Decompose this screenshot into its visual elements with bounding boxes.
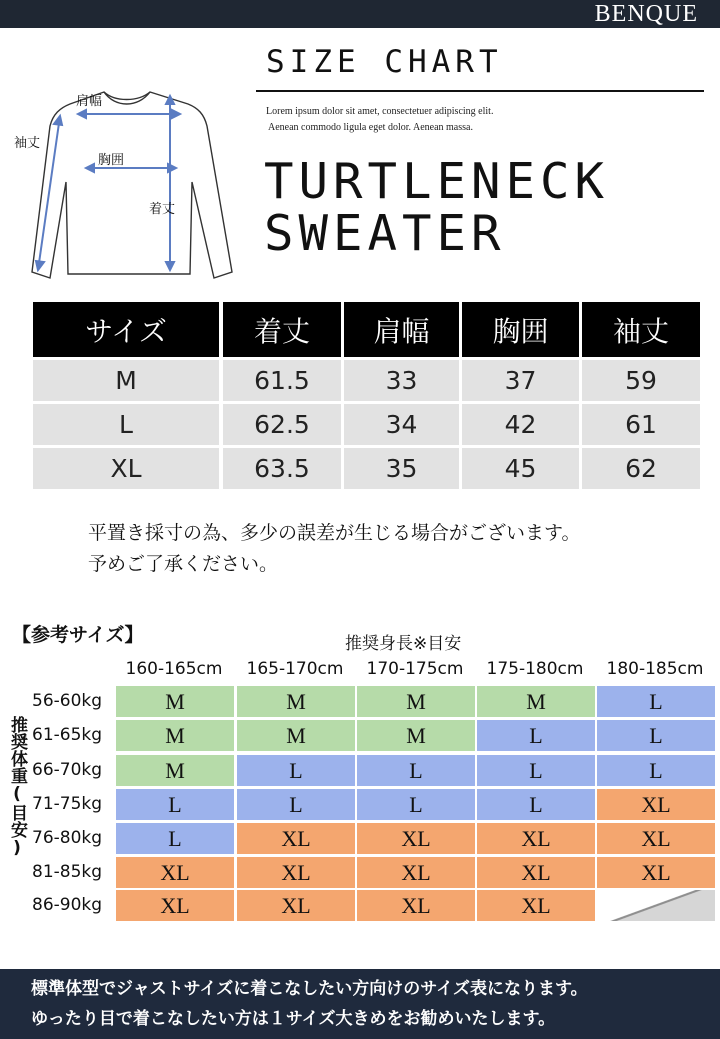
header-shoulder: 肩幅 [344,302,459,357]
row-m-chest: 37 [462,360,579,401]
size-cell: L [357,789,475,820]
header-chest: 胸囲 [462,302,579,357]
size-cell: XL [116,857,234,888]
height-header: 170-175cm [366,659,464,679]
banner-line: ゆったり目で着こなしたい方は１サイズ大きめをお勧めいたします。 [31,1009,556,1029]
row-xl-length: 63.5 [223,448,341,489]
size-cell: M [357,720,475,751]
row-m-shoulder: 33 [344,360,459,401]
product-title-line2: SWEATER [264,205,506,262]
sweater-diagram [20,86,252,290]
size-cell: L [597,720,715,751]
row-xl-shoulder: 35 [344,448,459,489]
bottom-banner [0,969,720,1039]
reference-title: 【参考サイズ】 [12,624,144,646]
weight-axis-label: 推奨体重(目安) [7,716,27,858]
weight-header: 56-60kg [32,691,103,711]
height-header: 160-165cm [125,659,223,679]
size-cell: L [477,755,595,786]
row-xl-chest: 45 [462,448,579,489]
lorem-line: Aenean commodo ligula eget dolor. Aenean massa. [268,122,473,133]
size-cell: XL [237,857,355,888]
size-cell: XL [597,823,715,854]
size-cell: XL [597,857,715,888]
weight-header: 86-90kg [32,895,103,915]
size-cell: XL [477,890,595,921]
empty-cell [597,890,715,921]
header-sleeve: 袖丈 [582,302,700,357]
size-cell: XL [357,857,475,888]
row-m-size: M [33,360,219,401]
size-cell: XL [357,890,475,921]
banner-line: 標準体型でジャストサイズに着こなしたい方向けのサイズ表になります。 [31,979,588,999]
header-length: 着丈 [223,302,341,357]
row-l-shoulder: 34 [344,404,459,445]
row-l-length: 62.5 [223,404,341,445]
size-cell: M [237,686,355,717]
size-cell: L [237,789,355,820]
height-header: 165-170cm [246,659,344,679]
height-axis-label: 推奨身長※目安 [345,634,462,654]
size-cell: L [477,789,595,820]
size-cell: XL [477,823,595,854]
row-m-length: 61.5 [223,360,341,401]
size-cell: L [237,755,355,786]
size-cell: M [237,720,355,751]
label-length: 着丈 [149,202,176,217]
size-cell: M [357,686,475,717]
title-divider [256,90,704,92]
weight-header: 61-65kg [32,725,103,745]
lorem-line: Lorem ipsum dolor sit amet, consectetuer adipiscing elit. [266,106,494,117]
header-size: サイズ [33,302,219,357]
row-xl-sleeve: 62 [582,448,700,489]
size-cell: L [116,823,234,854]
label-shoulder: 肩幅 [76,94,103,109]
measurement-note [88,518,580,580]
label-sleeve: 袖丈 [14,136,41,151]
height-header: 180-185cm [606,659,704,679]
size-cell: M [116,755,234,786]
size-cell: M [116,686,234,717]
weight-header: 76-80kg [32,828,103,848]
size-cell: L [357,755,475,786]
product-title-line1: TURTLENECK [264,153,610,210]
size-cell: M [477,686,595,717]
row-l-size: L [33,404,219,445]
label-chest: 胸囲 [98,153,125,168]
top-bar [0,0,720,28]
row-l-chest: 42 [462,404,579,445]
size-cell: L [597,755,715,786]
row-xl-size: XL [33,448,219,489]
size-cell: L [597,686,715,717]
weight-header: 71-75kg [32,794,103,814]
row-m-sleeve: 59 [582,360,700,401]
size-cell: M [116,720,234,751]
size-cell: XL [477,857,595,888]
size-cell: XL [116,890,234,921]
size-cell: XL [237,823,355,854]
size-cell: XL [357,823,475,854]
lorem-text [266,104,493,136]
size-table [33,302,700,492]
page-title: SIZE CHART [266,44,503,80]
size-cell: XL [237,890,355,921]
height-header: 175-180cm [486,659,584,679]
brand-logo: BENQUE [594,1,698,27]
weight-header: 66-70kg [32,760,103,780]
size-cell: L [116,789,234,820]
note-line: 予めご了承ください。 [88,553,279,575]
row-l-sleeve: 61 [582,404,700,445]
weight-header: 81-85kg [32,862,103,882]
size-cell: L [477,720,595,751]
note-line: 平置き採寸の為、多少の誤差が生じる場合がございます。 [88,522,581,544]
size-cell: XL [597,789,715,820]
